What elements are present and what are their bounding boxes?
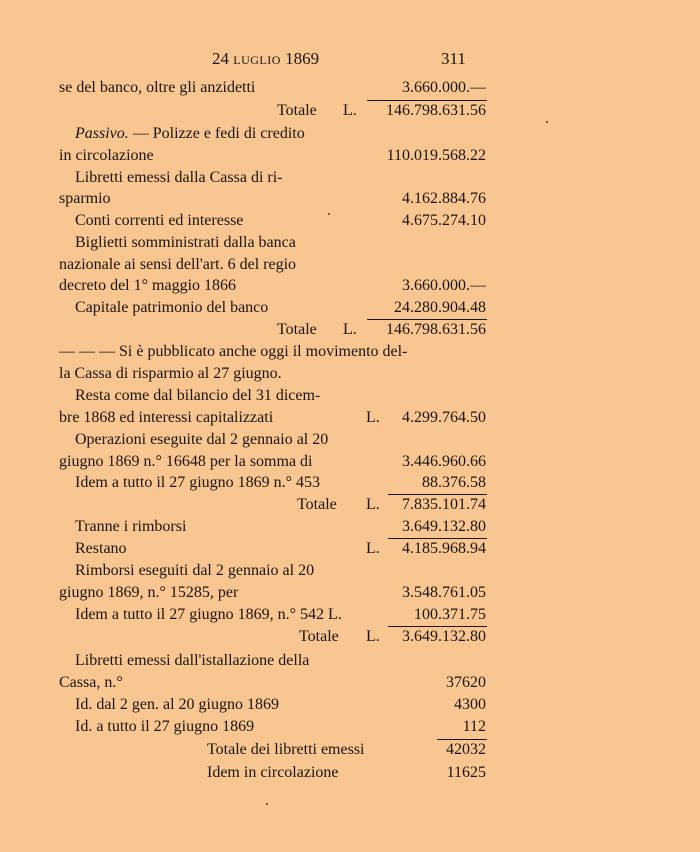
total-label: Totale xyxy=(299,628,339,645)
line-text: — — — Si è pubblicato anche oggi il movimento del- xyxy=(59,343,408,360)
total-label: Totale xyxy=(297,496,337,513)
line-value: 3.548.761.05 xyxy=(402,584,486,601)
line-value: 4.675.274.10 xyxy=(402,212,486,229)
line-text: Idem a tutto il 27 giugno 1869 n.° 453 xyxy=(75,474,321,491)
total-value: 146.798.631.56 xyxy=(386,321,486,338)
total-value: 3.649.132.80 xyxy=(402,628,486,645)
line-value: 3.446.960.66 xyxy=(402,453,486,470)
line-text: nazionale ai sensi dell'art. 6 del regio xyxy=(59,256,297,273)
line-text: Id. a tutto il 27 giugno 1869 xyxy=(75,718,255,735)
scan-speck xyxy=(546,121,548,123)
page-number: 311 xyxy=(441,49,466,68)
line-text: Operazioni eseguite dal 2 gennaio al 20 xyxy=(75,431,329,448)
scan-speck xyxy=(266,803,268,805)
currency-mark: L. xyxy=(366,628,380,645)
total-value: 7.835.101.74 xyxy=(402,496,486,513)
line-text: Restano xyxy=(75,540,127,557)
line-value: 3.660.000.— xyxy=(402,277,486,294)
line-text: Capitale patrimonio del banco xyxy=(75,299,269,316)
line-text: Libretti emessi dall'istallazione della xyxy=(75,652,310,669)
scan-speck xyxy=(328,213,330,215)
line-text: in circolazione xyxy=(59,147,154,164)
total-label: Totale xyxy=(277,102,317,119)
total-value: 146.798.631.56 xyxy=(386,102,486,119)
currency-mark: L. xyxy=(366,540,380,557)
line-text: Idem in circolazione xyxy=(207,764,339,781)
passivo-heading: Passivo. — Polizze e fedi di credito xyxy=(75,125,305,142)
line-value: 4.162.884.76 xyxy=(402,190,486,207)
line-text: Libretti emessi dalla Cassa di ri- xyxy=(75,169,283,186)
line-text: Resta come dal bilancio del 31 dicem- xyxy=(75,387,321,404)
currency-mark: L. xyxy=(343,102,357,119)
line-text: la Cassa di risparmio al 27 giugno. xyxy=(59,365,282,382)
currency-mark: L. xyxy=(343,321,357,338)
line-value: 100.371.75 xyxy=(414,606,486,623)
line-text: giugno 1869 n.° 16648 per la somma di xyxy=(59,453,313,470)
line-value: 110.019.568.22 xyxy=(386,147,486,164)
line-value: 3.649.132.80 xyxy=(402,518,486,535)
line-value: 4.299.764.50 xyxy=(402,409,486,426)
line-text: Rimborsi eseguiti dal 2 gennaio al 20 xyxy=(75,562,315,579)
passivo-label: Passivo. xyxy=(75,125,129,142)
line-text: decreto del 1° maggio 1866 xyxy=(59,277,237,294)
line-text: Conti correnti ed interesse xyxy=(75,212,244,229)
line-text: bre 1868 ed interessi capitalizzati xyxy=(59,409,274,426)
line-value: 42032 xyxy=(446,741,486,758)
running-header-date: 24 LUGLIO 1869 xyxy=(212,49,320,68)
line-value: 11625 xyxy=(446,764,486,781)
line-value: 4.185.968.94 xyxy=(402,540,486,557)
line-value: 24.280.904.48 xyxy=(394,299,486,316)
line-text: sparmio xyxy=(59,190,111,207)
currency-mark: L. xyxy=(366,496,380,513)
line-text: Biglietti somministrati dalla banca xyxy=(75,234,296,251)
line-value: 37620 xyxy=(446,674,486,691)
header-month: LUGLIO xyxy=(233,53,281,67)
line-value: 112 xyxy=(462,718,486,735)
line-text: Tranne i rimborsi xyxy=(75,518,187,535)
currency-mark: L. xyxy=(366,409,380,426)
line-text: se del banco, oltre gli anzidetti xyxy=(59,79,256,96)
line-text: Idem a tutto il 27 giugno 1869, n.° 542 L. xyxy=(75,606,342,623)
line-text: Cassa, n.° xyxy=(59,674,123,691)
line-text: giugno 1869, n.° 15285, per xyxy=(59,584,239,601)
line-text: Id. dal 2 gen. al 20 giugno 1869 xyxy=(75,696,279,713)
total-label: Totale xyxy=(277,321,317,338)
line-value: 3.660.000.— xyxy=(402,79,486,96)
line-value: 88.376.58 xyxy=(422,474,486,491)
line-value: 4300 xyxy=(454,696,486,713)
line-text: Totale dei libretti emessi xyxy=(207,741,365,758)
